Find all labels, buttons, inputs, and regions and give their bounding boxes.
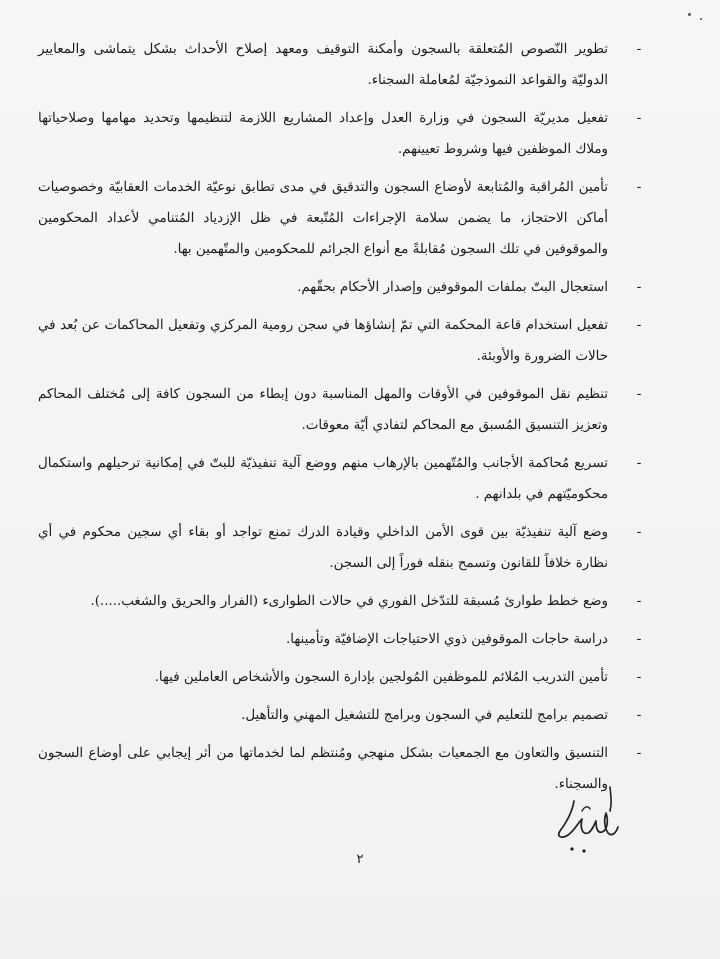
scan-speck	[700, 18, 702, 20]
recommendations-list	[38, 34, 642, 807]
list-item	[38, 624, 642, 655]
list-item	[38, 586, 642, 617]
bullet-dash: -	[636, 593, 642, 609]
list-item-text: التنسيق والتعاون مع الجمعيات بشكل منهجي ومُنتظم لما لخدماتها من أثر إيجابي على أوضاع السجون والسجناء.	[38, 746, 608, 792]
bullet-dash: -	[636, 707, 642, 723]
bullet-dash: -	[636, 41, 642, 57]
list-item-text: تفعيل مديريّة السجون في وزارة العدل وإعداد المشاريع اللازمة لتنظيمها وتحديد مهامها وصلاحياتها وملاك الموظفين فيها وشروط تعيينهم.	[38, 111, 608, 157]
list-item-text: تطوير النّصوص المُتعلقة بالسجون وأمكنة التوقيف ومعهد إصلاح الأحداث بشكل يتماشى والمعايير الدوليّة والقواعد النموذجيّة لمُعاملة السجناء.	[38, 42, 608, 88]
list-item-text: تأمين التدريب المُلائم للموظفين المُولجين بإدارة السجون والأشخاص العاملين فيها.	[154, 670, 608, 685]
bullet-dash: -	[636, 279, 642, 295]
bullet-dash: -	[636, 386, 642, 402]
list-item-text: وضع آلية تنفيذيّة بين قوى الأمن الداخلي وقيادة الدرك تمنع تواجد أو بقاء أي سجين محكوم في أي نظارة خلافاً للقانون وتسمح بنقله فوراً إلى السجن.	[38, 525, 608, 571]
list-item	[38, 310, 642, 372]
list-item-text: وضع خطط طوارئ مُسبقة للتدّخل الفوري في حالات الطوارىء (الفرار والحريق والشغب.....).	[90, 594, 608, 609]
page-number: ٢	[356, 852, 364, 867]
bullet-dash: -	[636, 110, 642, 126]
scan-speck	[688, 13, 691, 16]
bullet-dash: -	[636, 631, 642, 647]
bullet-dash: -	[636, 745, 642, 761]
list-item-text: تسريع مُحاكمة الأجانب والمُتّهمين بالإرهاب منهم ووضع آلية تنفيذيّة للبتّ في إمكانية ترحيلهم واستكمال محكوميّتهم في بلدانهم .	[38, 456, 608, 502]
list-item-text: دراسة حاجات الموقوفين ذوي الاحتياجات الإضافيّة وتأمينها.	[286, 632, 608, 647]
list-item	[38, 662, 642, 693]
bullet-dash: -	[636, 317, 642, 333]
list-item-text: استعجال البتّ بملفات الموقوفين وإصدار الأحكام بحقّهم.	[297, 280, 608, 295]
list-item-text: تنظيم نقل الموقوفين في الأوقات والمهل المناسبة دون إبطاء من السجون كافة إلى مُختلف المحاكم وتعزيز التنسيق المُسبق مع المحاكم لتفادي أيّة معوقات.	[38, 387, 608, 433]
list-item	[38, 448, 642, 510]
list-item	[38, 103, 642, 165]
list-item	[38, 700, 642, 731]
handwritten-signature-icon	[552, 783, 622, 863]
list-item	[38, 738, 642, 800]
bullet-dash: -	[636, 455, 642, 471]
list-item	[38, 517, 642, 579]
list-item	[38, 272, 642, 303]
list-item-text: تفعيل استخدام قاعة المحكمة التي تمّ إنشاؤها في سجن رومية المركزي وتفعيل المحاكمات عن بُعد في حالات الضرورة والأوبئة.	[38, 318, 608, 364]
list-item-text: تأمين المُراقبة والمُتابعة لأوضاع السجون والتدقيق في مدى تطابق نوعيّة الخدمات العقابيّة وخصوصيات أماكن الاحتجاز، ما يضمن سلامة الإجراءات المُتّبعة في ظل الإزدياد المُتنامي لأعداد المحكومين والموقوفين في تلك السجون مُقابلةً مع أنواع الجرائم للمحكومين والمتّهمين بها.	[38, 180, 608, 257]
list-item	[38, 34, 642, 96]
list-item	[38, 172, 642, 265]
list-item	[38, 379, 642, 441]
bullet-dash: -	[636, 524, 642, 540]
bullet-dash: -	[636, 179, 642, 195]
bullet-dash: -	[636, 669, 642, 685]
list-item-text: تصميم برامج للتعليم في السجون وبرامج للتشغيل المهني والتأهيل.	[241, 708, 608, 723]
